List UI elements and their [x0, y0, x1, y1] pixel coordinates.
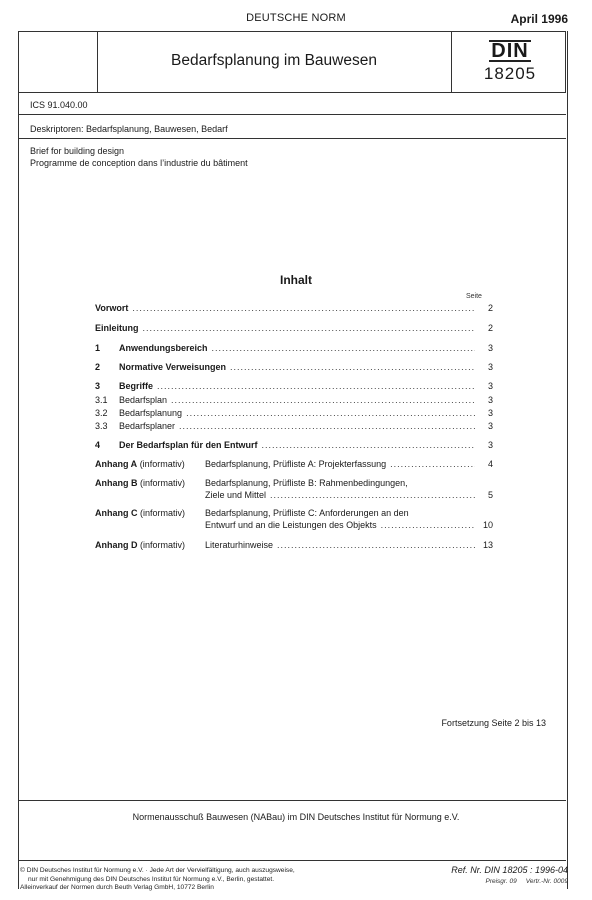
annex-key: Anhang D: [95, 540, 138, 550]
toc-annex: [95, 458, 493, 470]
toc-entry: [95, 302, 493, 314]
toc-leader-dots: [186, 407, 475, 419]
toc-leader-dots: [277, 539, 475, 551]
toc-entry: [95, 342, 493, 354]
annex-page: 10: [482, 520, 493, 530]
committee-name: Normenausschuß Bauwesen (NABau) im DIN Deutsches Institut für Normung e.V.: [132, 812, 460, 822]
toc-annex: [95, 477, 493, 501]
english-title: Brief for building design: [30, 146, 125, 156]
toc-entry-label: Begriffe: [119, 381, 154, 391]
annex-title: Literaturhinweise: [205, 540, 274, 550]
annex-title-continued: Entwurf und an die Leistungen des Objekts: [205, 520, 377, 530]
toc-entry-page: 3: [487, 440, 493, 450]
annex-key-group: [95, 539, 185, 551]
divider: [18, 138, 566, 139]
toc-leader-dots: [381, 519, 475, 531]
divider: [18, 114, 566, 115]
toc-entry: [95, 322, 493, 334]
toc-entry-label: Bedarfsplaner: [119, 421, 176, 431]
toc-entry-label: Der Bedarfsplan für den Entwurf: [119, 440, 258, 450]
title-divider-right: [451, 32, 452, 92]
annex-type: (informativ): [140, 508, 186, 518]
divider: [18, 800, 566, 801]
continuation-note: Fortsetzung Seite 2 bis 13: [441, 718, 546, 728]
din-wordmark: DIN: [491, 40, 529, 62]
toc-entry-label: Vorwort: [95, 303, 129, 313]
toc-entry-page: 2: [487, 303, 493, 313]
divider: [18, 860, 566, 861]
annex-page: 13: [482, 540, 493, 550]
toc-entry-number: 3.1: [95, 395, 108, 405]
annex-page: 4: [487, 459, 493, 469]
toc-annex: [95, 507, 493, 531]
toc-entry: [95, 394, 493, 406]
toc-leader-dots: [270, 489, 475, 501]
french-title: Programme de conception dans l’industrie du bâtiment: [30, 158, 248, 168]
annex-type: (informativ): [140, 478, 186, 488]
issue-date: April 1996: [510, 12, 568, 26]
document-title: Bedarfsplanung im Bauwesen: [171, 52, 377, 69]
annex-key-group: [95, 458, 185, 470]
annex-title: Bedarfsplanung, Prüfliste A: Projekterfassung: [205, 459, 387, 469]
annex-key: Anhang A: [95, 459, 138, 469]
reference-number: Ref. Nr. DIN 18205 : 1996-04: [451, 865, 568, 875]
annex-key-group: [95, 477, 185, 489]
toc-entry: [95, 380, 493, 392]
annex-type: (informativ): [139, 459, 185, 469]
toc-entry: [95, 407, 493, 419]
annex-page: 5: [487, 490, 493, 500]
toc-annex: [95, 539, 493, 551]
copyright-line: © DIN Deutsches Institut für Normung e.V. · Jede Art der Vervielfältigung, auch auszugsweise,: [20, 867, 295, 874]
toc-leader-dots: [157, 380, 475, 392]
toc-entry-page: 3: [487, 343, 493, 353]
toc-entry-number: 3.3: [95, 421, 108, 431]
annex-body: [205, 539, 493, 551]
annex-body: [205, 458, 493, 470]
annex-key: Anhang C: [95, 508, 138, 518]
toc-leader-dots: [390, 458, 475, 470]
toc-entry-label: Einleitung: [95, 323, 139, 333]
toc-entry-number: 3.2: [95, 408, 108, 418]
copyright-line: nur mit Genehmigung des DIN Deutsches Institut für Normung e.V., Berlin, gestattet.: [28, 875, 275, 883]
toc-leader-dots: [179, 420, 475, 432]
price-info: [486, 878, 569, 885]
toc-entry: [95, 361, 493, 373]
annex-line: [205, 519, 493, 531]
annex-title: Bedarfsplanung, Prüfliste B: Rahmenbedingungen,: [205, 478, 408, 488]
toc-leader-dots: [143, 322, 476, 334]
copyright-notice: [20, 867, 295, 893]
toc-entry-page: 3: [487, 395, 493, 405]
toc-title: Inhalt: [280, 273, 312, 287]
toc-leader-dots: [171, 394, 475, 406]
annex-type: (informativ): [140, 540, 186, 550]
annex-body: [205, 507, 493, 531]
toc-leader-dots: [212, 342, 475, 354]
annex-line: [205, 458, 493, 470]
toc-entry-page: 3: [487, 362, 493, 372]
toc-entry-label: Bedarfsplan: [119, 395, 168, 405]
annex-line: [205, 489, 493, 501]
toc-leader-dots: [262, 439, 475, 451]
toc-leader-dots: [230, 361, 475, 373]
ics-code: ICS 91.040.00: [30, 100, 88, 110]
norm-type-label: DEUTSCHE NORM: [246, 12, 346, 24]
toc-entry-page: 3: [487, 421, 493, 431]
toc-entry: [95, 439, 493, 451]
price-group: Preisgr. 09: [485, 878, 517, 885]
annex-key: Anhang B: [95, 478, 138, 488]
toc-entry-label: Anwendungsbereich: [119, 343, 208, 353]
toc-entry-number: 4: [95, 440, 101, 450]
toc-entry-label: Normative Verweisungen: [119, 362, 227, 372]
toc-leader-dots: [132, 302, 475, 314]
annex-title-continued: Ziele und Mittel: [205, 490, 267, 500]
annex-key-group: [95, 507, 185, 519]
toc-entry-page: 3: [487, 381, 493, 391]
toc-entry-label: Bedarfsplanung: [119, 408, 183, 418]
annex-title: Bedarfsplanung, Prüfliste C: Anforderungen an den: [205, 508, 409, 518]
toc-entry-page: 3: [487, 408, 493, 418]
annex-line: [205, 539, 493, 551]
toc-entry-number: 1: [95, 343, 101, 353]
page-column-header: Seite: [466, 293, 482, 300]
toc-entry: [95, 420, 493, 432]
title-box: [18, 31, 566, 93]
annex-body: [205, 477, 493, 501]
copyright-line: Alleinverkauf der Normen durch Beuth Verlag GmbH, 10772 Berlin: [20, 884, 214, 891]
din-standard-number: 18205: [483, 64, 537, 83]
descriptors: Deskriptoren: Bedarfsplanung, Bauwesen, Bedarf: [30, 124, 228, 134]
toc-entry-number: 3: [95, 381, 101, 391]
din-logo: [453, 40, 567, 84]
document-header: [0, 12, 592, 32]
toc-entry-number: 2: [95, 362, 101, 372]
vertr-number: Vertr.-Nr. 0009: [525, 878, 568, 885]
toc-entry-page: 2: [487, 323, 493, 333]
